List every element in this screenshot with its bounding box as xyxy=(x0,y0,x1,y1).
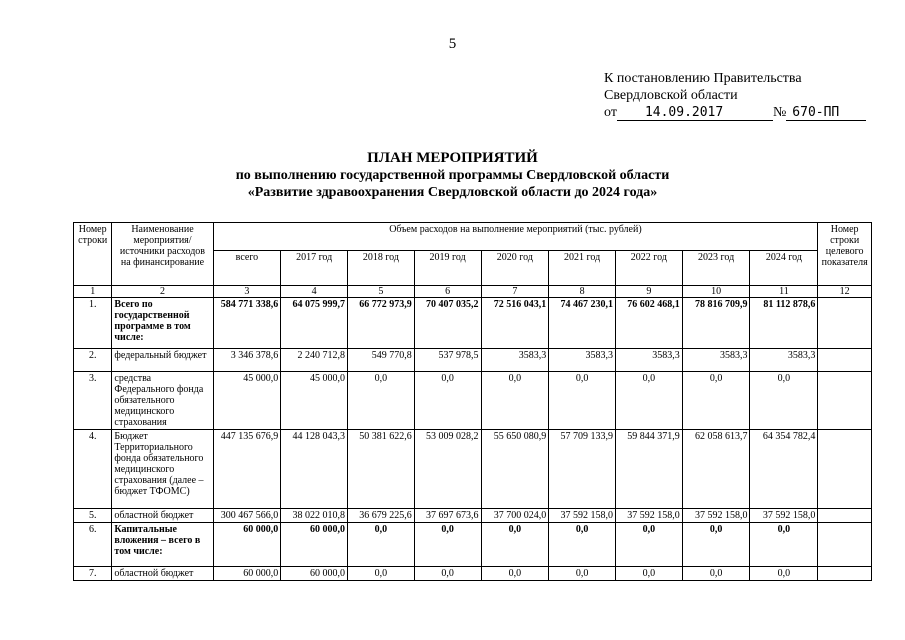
expense-value: 45 000,0 xyxy=(281,372,348,430)
expense-value: 38 022 010,8 xyxy=(281,509,348,523)
row-number: 6. xyxy=(74,523,112,567)
activities-plan-table xyxy=(73,222,872,581)
header-target-indicator: Номер строки целевого показателя xyxy=(818,223,872,286)
table-row xyxy=(74,523,872,567)
column-index: 3 xyxy=(213,286,281,298)
target-indicator-number xyxy=(818,349,872,372)
expense-value: 64 075 999,7 xyxy=(281,298,348,349)
expense-value: 37 592 158,0 xyxy=(549,509,616,523)
expense-value: 66 772 973,9 xyxy=(348,298,415,349)
expense-value: 300 467 566,0 xyxy=(213,509,281,523)
expense-value: 0,0 xyxy=(615,523,682,567)
activity-name: областной бюджет xyxy=(112,509,213,523)
column-index: 7 xyxy=(481,286,549,298)
header-year: 2021 год xyxy=(549,251,616,286)
expense-value: 0,0 xyxy=(481,567,549,581)
header-year: всего xyxy=(213,251,281,286)
expense-value: 0,0 xyxy=(549,523,616,567)
expense-value: 78 816 709,9 xyxy=(682,298,750,349)
table-row xyxy=(74,430,872,509)
activity-name: Бюджет Территориального фонда обязательного медицинского страхования (далее – бюджет ТФОМС) xyxy=(112,430,213,509)
document-title xyxy=(0,150,905,201)
header-year: 2020 год xyxy=(481,251,549,286)
title-line-3: «Развитие здравоохранения Свердловской области до 2024 года» xyxy=(247,185,658,200)
row-number: 7. xyxy=(74,567,112,581)
column-index: 2 xyxy=(112,286,213,298)
expense-value: 0,0 xyxy=(682,372,750,430)
header-expenses: Объем расходов на выполнение мероприятий (тыс. рублей) xyxy=(213,223,818,251)
column-index: 12 xyxy=(818,286,872,298)
expense-value: 36 679 225,6 xyxy=(348,509,415,523)
approval-line-1: К постановлению Правительства xyxy=(604,71,802,86)
table-row xyxy=(74,349,872,372)
expense-value: 3583,3 xyxy=(682,349,750,372)
expense-value: 70 407 035,2 xyxy=(414,298,481,349)
expense-value: 37 592 158,0 xyxy=(682,509,750,523)
header-row-number: Номер строки xyxy=(74,223,112,286)
expense-value: 60 000,0 xyxy=(281,523,348,567)
column-index: 9 xyxy=(615,286,682,298)
header-year: 2023 год xyxy=(682,251,750,286)
activity-name: областной бюджет xyxy=(112,567,213,581)
expense-value: 62 058 613,7 xyxy=(682,430,750,509)
expense-value: 537 978,5 xyxy=(414,349,481,372)
expense-value: 0,0 xyxy=(481,523,549,567)
activity-name: Капитальные вложения – всего в том числе: xyxy=(112,523,213,567)
expense-value: 37 592 158,0 xyxy=(615,509,682,523)
target-indicator-number xyxy=(818,372,872,430)
row-number: 2. xyxy=(74,349,112,372)
expense-value: 3583,3 xyxy=(481,349,549,372)
expense-value: 44 128 043,3 xyxy=(281,430,348,509)
row-number: 4. xyxy=(74,430,112,509)
expense-value: 60 000,0 xyxy=(213,523,281,567)
expense-value: 3583,3 xyxy=(615,349,682,372)
expense-value: 37 592 158,0 xyxy=(750,509,818,523)
expense-value: 72 516 043,1 xyxy=(481,298,549,349)
header-year: 2022 год xyxy=(615,251,682,286)
expense-value: 0,0 xyxy=(750,567,818,581)
target-indicator-number xyxy=(818,430,872,509)
row-number: 3. xyxy=(74,372,112,430)
target-indicator-number xyxy=(818,509,872,523)
approval-block xyxy=(604,70,866,121)
expense-value: 81 112 878,6 xyxy=(750,298,818,349)
target-indicator-number xyxy=(818,567,872,581)
activity-name: федеральный бюджет xyxy=(112,349,213,372)
header-year: 2024 год xyxy=(750,251,818,286)
expense-value: 447 135 676,9 xyxy=(213,430,281,509)
expense-value: 60 000,0 xyxy=(213,567,281,581)
expense-value: 0,0 xyxy=(414,523,481,567)
column-index: 8 xyxy=(549,286,616,298)
expense-value: 0,0 xyxy=(414,372,481,430)
approval-number: 670-ПП xyxy=(786,106,866,121)
page-number: 5 xyxy=(448,36,457,52)
table-row xyxy=(74,372,872,430)
expense-value: 3 346 378,6 xyxy=(213,349,281,372)
expense-value: 57 709 133,9 xyxy=(549,430,616,509)
expense-value: 0,0 xyxy=(549,567,616,581)
activity-name: Всего по государственной программе в том числе: xyxy=(112,298,213,349)
column-index: 6 xyxy=(414,286,481,298)
approval-date: 14.09.2017 xyxy=(617,106,773,121)
expense-value: 3583,3 xyxy=(750,349,818,372)
row-number: 1. xyxy=(74,298,112,349)
expense-value: 60 000,0 xyxy=(281,567,348,581)
number-prefix: № xyxy=(772,105,787,120)
column-index: 10 xyxy=(682,286,750,298)
header-year: 2017 год xyxy=(281,251,348,286)
expense-value: 2 240 712,8 xyxy=(281,349,348,372)
column-index: 4 xyxy=(281,286,348,298)
expense-value: 50 381 622,6 xyxy=(348,430,415,509)
expense-value: 76 602 468,1 xyxy=(615,298,682,349)
expense-value: 0,0 xyxy=(750,372,818,430)
expense-value: 37 697 673,6 xyxy=(414,509,481,523)
activity-name: средства Федерального фонда обязательного медицинского страхования xyxy=(112,372,213,430)
target-indicator-number xyxy=(818,523,872,567)
expense-value: 0,0 xyxy=(682,567,750,581)
expense-value: 0,0 xyxy=(682,523,750,567)
target-indicator-number xyxy=(818,298,872,349)
expense-value: 0,0 xyxy=(348,567,415,581)
expense-value: 0,0 xyxy=(615,567,682,581)
row-number: 5. xyxy=(74,509,112,523)
expense-value: 64 354 782,4 xyxy=(750,430,818,509)
approval-date-line xyxy=(604,104,866,121)
header-year: 2018 год xyxy=(348,251,415,286)
expense-value: 0,0 xyxy=(750,523,818,567)
expense-value: 0,0 xyxy=(481,372,549,430)
expense-value: 53 009 028,2 xyxy=(414,430,481,509)
column-index: 1 xyxy=(74,286,112,298)
expense-value: 55 650 080,9 xyxy=(481,430,549,509)
expense-value: 0,0 xyxy=(348,523,415,567)
title-line-1: ПЛАН МЕРОПРИЯТИЙ xyxy=(367,150,538,166)
column-index: 5 xyxy=(348,286,415,298)
expense-value: 37 700 024,0 xyxy=(481,509,549,523)
header-activity-name: Наименование мероприятия/ источники расходов на финансирование xyxy=(112,223,213,286)
date-prefix: от xyxy=(604,105,617,120)
expense-value: 0,0 xyxy=(549,372,616,430)
expense-value: 0,0 xyxy=(615,372,682,430)
expense-value: 584 771 338,6 xyxy=(213,298,281,349)
header-year: 2019 год xyxy=(414,251,481,286)
expense-value: 0,0 xyxy=(414,567,481,581)
table-row xyxy=(74,298,872,349)
column-index: 11 xyxy=(750,286,818,298)
expense-value: 3583,3 xyxy=(549,349,616,372)
table-row xyxy=(74,567,872,581)
expense-value: 549 770,8 xyxy=(348,349,415,372)
expense-value: 59 844 371,9 xyxy=(615,430,682,509)
expense-value: 45 000,0 xyxy=(213,372,281,430)
table-row xyxy=(74,509,872,523)
expense-value: 0,0 xyxy=(348,372,415,430)
approval-line-2: Свердловской области xyxy=(604,88,738,103)
title-line-2: по выполнению государственной программы Свердловской области xyxy=(235,168,670,183)
expense-value: 74 467 230,1 xyxy=(549,298,616,349)
